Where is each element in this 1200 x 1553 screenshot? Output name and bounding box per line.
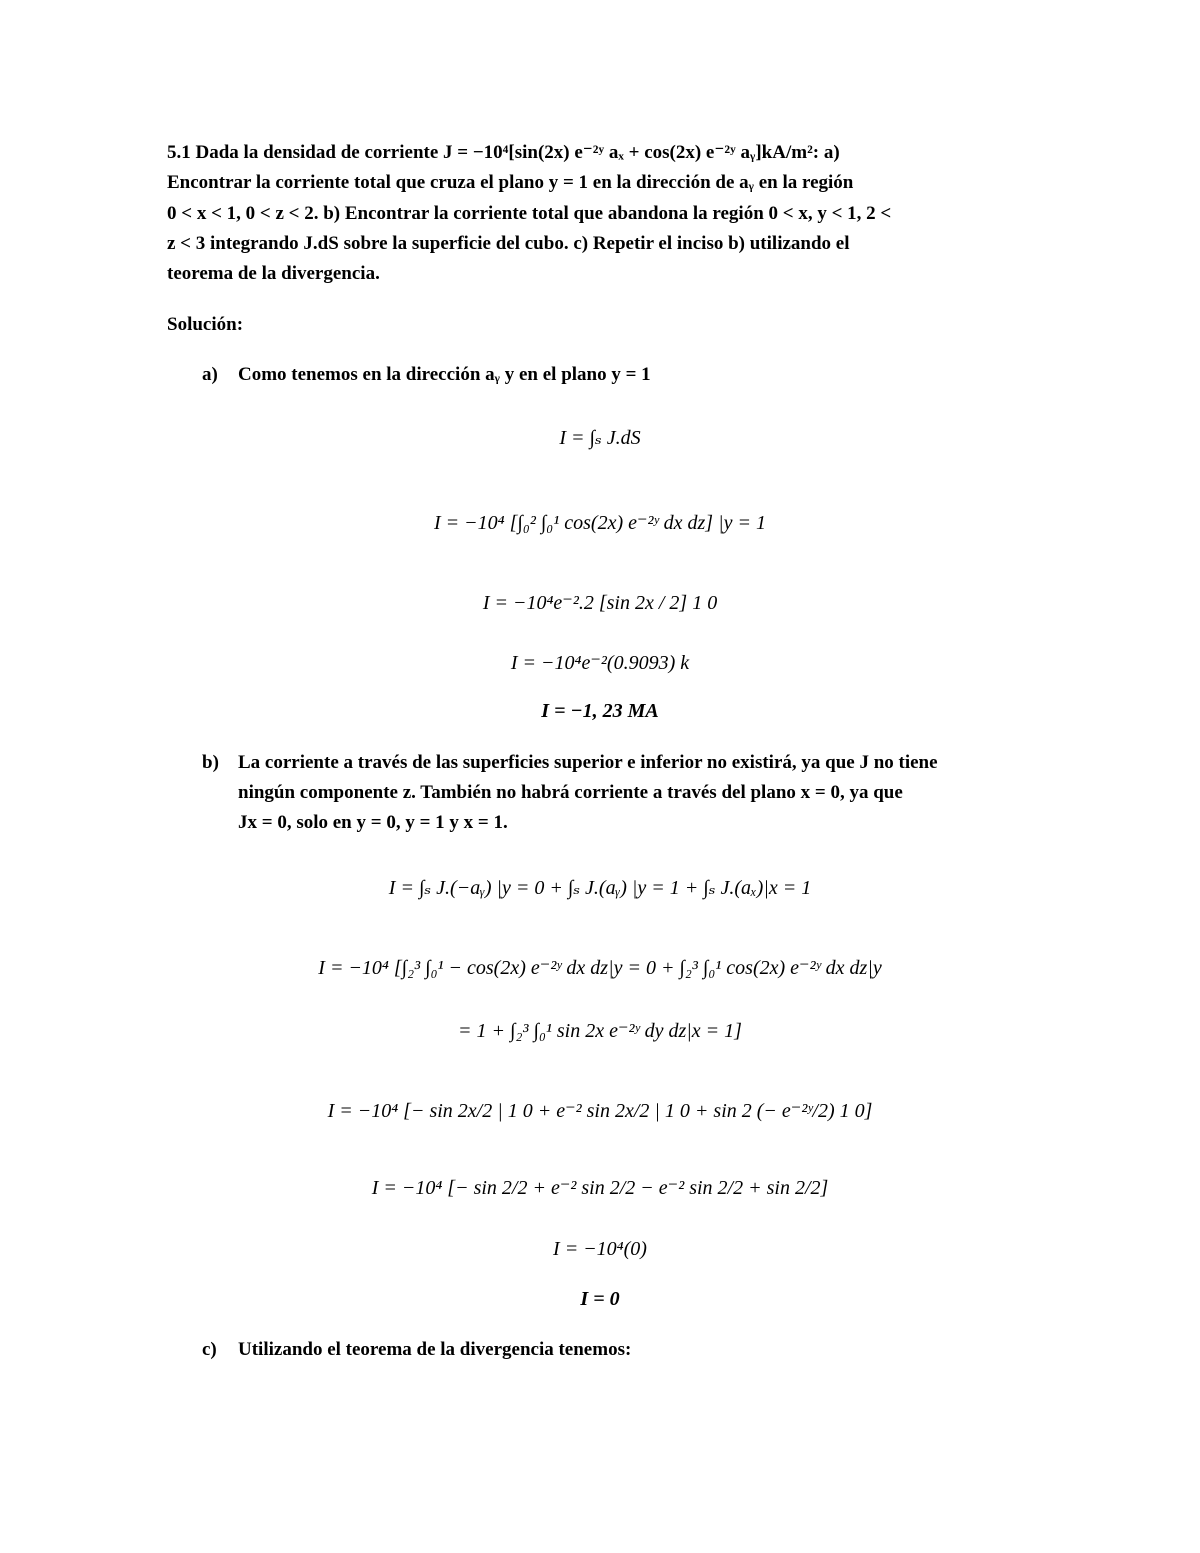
solution-heading: Solución: (167, 314, 244, 335)
part-b-eq-4: I = −10⁴ [− sin 2/2 + e⁻² sin 2/2 − e⁻² sin 2/2 + sin 2/2] (371, 1177, 829, 1199)
problem-line-3: 0 < x < 1, 0 < z < 2. b) Encontrar la corriente total que abandona la región 0 < x, y < 1, 2 < (167, 202, 892, 224)
part-a-result: I = −1, 23 MA (541, 700, 659, 722)
part-a-intro (202, 360, 1033, 390)
part-b-label: b) (202, 752, 219, 773)
part-c-label: c) (202, 1339, 217, 1360)
part-b-eq-2a: I = −10⁴ [∫₂³ ∫₀¹ − cos(2x) e⁻²ʸ dx dz|y = 0 + ∫₂³ ∫₀¹ cos(2x) e⁻²ʸ dx dz|y (318, 957, 882, 979)
problem-line-2: Encontrar la corriente total que cruza el plano y = 1 en la dirección de aᵧ en la región (167, 172, 854, 194)
part-b-eq-5: I = −10⁴(0) (553, 1238, 647, 1260)
part-b-eq-3: I = −10⁴ [− sin 2x/2 | 1 0 + e⁻² sin 2x/2 | 1 0 + sin 2 (− e⁻²ʸ/2) 1 0] (327, 1100, 873, 1122)
part-a-eq-4: I = −10⁴e⁻²(0.9093) k (510, 652, 690, 674)
part-b-eq-2b: = 1 + ∫₂³ ∫₀¹ sin 2x e⁻²ʸ dy dz|x = 1] (458, 1020, 742, 1042)
part-a-eq-1: I = ∫ₛ J.dS (559, 427, 641, 449)
part-a-text: Como tenemos en la dirección aᵧ y en el plano y = 1 (238, 364, 651, 385)
part-b-text-line-2: ningún componente z. También no habrá corriente a través del plano x = 0, ya que (238, 782, 903, 803)
part-b-intro (202, 748, 1033, 838)
problem-line-1: 5.1 Dada la densidad de corriente J = −10⁴[sin(2x) e⁻²ʸ aₓ + cos(2x) e⁻²ʸ aᵧ]kA/m²: a) (167, 142, 840, 163)
problem-line-4: z < 3 integrando J.dS sobre la superficie del cubo. c) Repetir el inciso b) utilizando el (167, 232, 850, 254)
part-b-text-line-1: La corriente a través de las superficies superior e inferior no existirá, ya que J no tiene (238, 752, 938, 773)
part-a-eq-3: I = −10⁴e⁻².2 [sin 2x / 2] 1 0 (482, 592, 718, 614)
part-a-eq-2: I = −10⁴ [∫₀² ∫₀¹ cos(2x) e⁻²ʸ dx dz] |y = 1 (434, 512, 766, 534)
part-c-text: Utilizando el teorema de la divergencia tenemos: (238, 1339, 632, 1360)
problem-statement (167, 138, 1033, 289)
part-b-result: I = 0 (580, 1288, 620, 1310)
part-b-eq-1: I = ∫ₛ J.(−aᵧ) |y = 0 + ∫ₛ J.(aᵧ) |y = 1 + ∫ₛ J.(aₓ)|x = 1 (388, 877, 812, 899)
part-b-text-line-3: Jx = 0, solo en y = 0, y = 1 y x = 1. (238, 812, 508, 833)
part-c-intro (202, 1335, 1033, 1365)
problem-line-5: teorema de la divergencia. (167, 263, 380, 285)
part-a-label: a) (202, 364, 218, 385)
